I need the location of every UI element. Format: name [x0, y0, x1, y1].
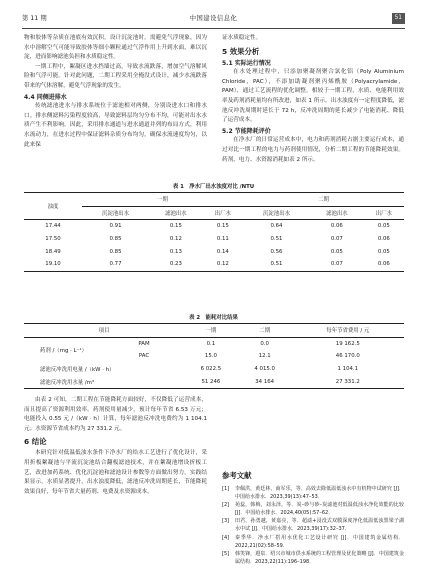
- table-cell: 17.50: [45, 236, 61, 243]
- table-cell: 0.14: [216, 248, 229, 255]
- table-cell: 12.1: [258, 353, 271, 360]
- table-cell: 0.05: [377, 248, 390, 255]
- reference-text: 秦季华．净水厂搭用水优化工艺设计研究 [J]．中国建筑金属结构．2022,21(02):58–59．: [235, 534, 404, 549]
- header-rule: [22, 28, 405, 29]
- reference-text: 苑蕊，韩梅，刘永泽，等．炭–砂与砂–炭滤池对低温低浊水净化效能的比较 [J]．中国给水排水．2024,40(05):57–62．: [235, 502, 404, 517]
- references-heading: 参考文献: [222, 471, 252, 480]
- table-cell: 0.06: [330, 223, 343, 230]
- table-cell: 0.12: [169, 236, 182, 243]
- right-column-top: [222, 34, 404, 165]
- table-row: [24, 245, 404, 258]
- left-column-bottom: [24, 396, 207, 497]
- table-cell: 0.0: [260, 340, 269, 347]
- table1-group-2: 二期: [243, 193, 404, 207]
- reference-number: [1]: [222, 486, 230, 492]
- paragraph: 证水质稳定性。: [222, 35, 262, 41]
- table-cell: 0.56: [270, 248, 283, 255]
- paragraph: 一期工程中，絮凝区进水挡墙过高，导致水流跌落，增加空气溶解风险和气浮可能。针对此问题，二期工程采用全掩没式设计，减少水流跌落带来的气体溶解，避免气浮现象的发生。: [24, 63, 207, 89]
- reference-item: [222, 534, 404, 550]
- table2-header-phase2: 二期: [238, 324, 292, 338]
- reference-item: [222, 550, 404, 566]
- table-cell: 0.07: [330, 236, 343, 243]
- reference-text: 田君，孙勇越，黄嘉亮，等．超滤+浸没式双膜深度净化低温低浊黑梁子湖水中试 [J]．中国给水排水．2023,39(17):32–37．: [235, 518, 404, 533]
- reference-item: [222, 501, 404, 517]
- table-cell: PAM: [138, 340, 150, 347]
- table-cell: 18.49: [45, 248, 61, 255]
- page-number: 51: [392, 13, 405, 24]
- table-cell: 0.06: [377, 236, 390, 243]
- paragraph: 在净水厂的日常运营成本中，电力和药剂消耗占据主要运行成本，通过对比一期工程的电力与药剂使用情况，分析二期工程的节能降耗效果。药剂、电力、水资源消耗如表 2 所示。: [222, 137, 404, 163]
- table-row: [24, 337, 404, 350]
- table2-header-item: 项目: [24, 324, 184, 338]
- section-heading-6: 6 结论: [24, 437, 47, 447]
- table-cell: 6 022.5: [200, 366, 222, 373]
- table2-header-phase1: 一期: [184, 324, 238, 338]
- reference-text: 韩笑锋，遐泉．绍兴市城市供水系统的工程管理及优化策略 [J]．中国建筑金属结构．2023,22(11):196–198．: [235, 550, 404, 565]
- table1-subhead: 沉淀池出水: [243, 206, 310, 220]
- table-cell: 0.85: [109, 236, 122, 243]
- reference-item: [222, 485, 404, 501]
- table1-group-1: 一期: [82, 193, 243, 207]
- table-cell: 0.23: [149, 258, 203, 271]
- section-heading-5-1: 5.1 实际运行情况: [222, 59, 271, 67]
- table-cell: 0.51: [243, 258, 310, 271]
- page-header: [22, 12, 405, 26]
- table2-caption: 表 2 能耗对比结果: [189, 315, 238, 321]
- table1-subhead: 出厂水: [203, 206, 243, 220]
- table-cell: 4 015.0: [254, 366, 275, 373]
- table-cell: 27 331.2: [292, 375, 404, 388]
- table-row: [24, 258, 404, 271]
- left-column-top: [24, 34, 207, 150]
- table-cell: 0.15: [169, 223, 182, 230]
- reference-text: 李佩洪，黄廷林，商军乐，等．高效去除低温低浊水中有机物中试研究 [J]．中国给水排水．2023,39(13):47–53．: [235, 486, 404, 501]
- table-cell: 滤池反冲洗用电量 /（kW · h）: [40, 367, 115, 374]
- issue-label: 第 11 期: [22, 15, 47, 22]
- table2-energy: [24, 323, 404, 389]
- table1-turbidity: [24, 192, 404, 272]
- table-cell: 0.91: [109, 223, 122, 230]
- table-cell: 17.44: [45, 223, 61, 230]
- paragraph: 传统滤池进水与排水系统位于滤池相对两侧，分别设进水口和排水口。排水侧滤料污染程度较高，导致滤料层均匀分布不均，可能对出水水质产生不利影响。因此，采用排水通道与进水通道并列的布局方式，利用水流动力，在进水过程中保证滤料杂质分布均匀，确保水流速度均匀，以此来保: [24, 103, 207, 148]
- reference-number: [4]: [222, 534, 230, 541]
- table1-subhead: 滤池出水: [149, 206, 203, 220]
- table-row: [24, 220, 404, 233]
- table-cell: PAC: [138, 353, 150, 360]
- journal-name: 中国建设信息化: [189, 15, 238, 22]
- table-row: [24, 375, 404, 388]
- table-cell: 19.10: [24, 258, 82, 271]
- table-cell: 0.64: [270, 223, 283, 230]
- reference-number: [5]: [222, 550, 230, 557]
- table-cell: 34 164: [238, 375, 292, 388]
- table-cell: 0.51: [270, 236, 283, 243]
- table2-header-saving: 每年节省费用 / 元: [292, 324, 404, 338]
- table-cell: 1 104.1: [337, 366, 359, 373]
- paragraph: 物和胶体等杂质在池底有效沉积。设计沉淀池时，需避免气浮现象，因为水中溶解空气可能导致胶体等细小颗粒通过气浮作用上升到水面，难以沉淀，进而影响滤池负担和水质稳定性。: [24, 35, 207, 61]
- section-heading-5: 5 效果分析: [222, 46, 260, 56]
- table1-subhead: 出厂水: [364, 206, 404, 220]
- paragraph: 由表 2 可知，二期工程在节能降耗方面较好，不仅降低了运营成本，而且提高了资源利用效率。药剂使用量减少，预计每年节省 6.53 万元；电能投入 0.55 元 /（kW · h）计算，每年滤池反冲洗电费约为 1 104.1 元；水资源节省成本约为 27 331.2 元。: [24, 397, 207, 432]
- table-cell: 19 162.5: [335, 340, 360, 347]
- table-cell: 0.13: [169, 248, 182, 255]
- table-cell: 0.12: [203, 258, 243, 271]
- section-heading-5-2: 5.2 节能降耗评价: [222, 127, 271, 135]
- paragraph: 本研究针对低温低浊水条件下净水厂的给水工艺进行了优化设计，采用折板絮凝池与平流沉淀池结合翻板滤池技术，并在絮凝池增设折板工艺，改进加药系统、优化沉淀池和滤池设计参数等方面做出努力。实践结果显示，水质显著提升，出水浊度降低，滤池反冲洗周期延长，节能降耗效果良好，每年节省大量药剂、电费及水资源成本。: [24, 450, 207, 495]
- table2-drug-label: 药剂 /（mg · L⁻¹）: [40, 348, 87, 355]
- reference-number: [3]: [222, 518, 230, 525]
- table-cell: 0.05: [330, 248, 343, 255]
- table1-subhead: 滤池出水: [310, 206, 364, 220]
- table1-subhead: 沉淀池出水: [82, 206, 149, 220]
- table-cell: 0.1: [206, 340, 216, 347]
- table-cell: 0.11: [216, 236, 229, 243]
- references: [222, 470, 404, 566]
- section-heading-4-4: 4.4 同侧进排水: [24, 93, 67, 101]
- table-cell: 0.77: [82, 258, 149, 271]
- table-cell: 0.07: [310, 258, 364, 271]
- table-cell: 15.0: [204, 353, 217, 360]
- table-row: [24, 233, 404, 246]
- table-cell: 0.05: [377, 223, 390, 230]
- table-cell: 46 170.0: [335, 353, 360, 360]
- table1-col1-header: 浊度: [24, 193, 82, 220]
- paragraph: 在水处理过程中，只添加聚凝剂聚合氯化铝（Poly Aluminium Chloride，PAC），不添加助凝剂聚丙烯酰胺（Polyacrylamide，PAM），通过工艺流程的优化调整。相较于一期工程，水质、电能利用效率及药剂消耗量均有所改进，如表 1 所示。出水浊度有一定程度降低，滤池反冲洗周期时延长于 72 h，反冲洗周期的延长减少了电能消耗、降低了运营成本。: [222, 69, 404, 124]
- table1-caption: 表 1 净水厂出水浊度对比 /NTU: [172, 184, 255, 190]
- table-cell: 0.06: [364, 258, 404, 271]
- table-cell: 滤池反冲洗用水量 /m³: [24, 375, 184, 388]
- reference-item: [222, 517, 404, 533]
- table-cell: 0.85: [109, 248, 122, 255]
- table-row: [24, 363, 404, 376]
- reference-number: [2]: [222, 502, 230, 509]
- table-cell: 51 246: [184, 375, 238, 388]
- table-cell: 0.15: [216, 223, 229, 230]
